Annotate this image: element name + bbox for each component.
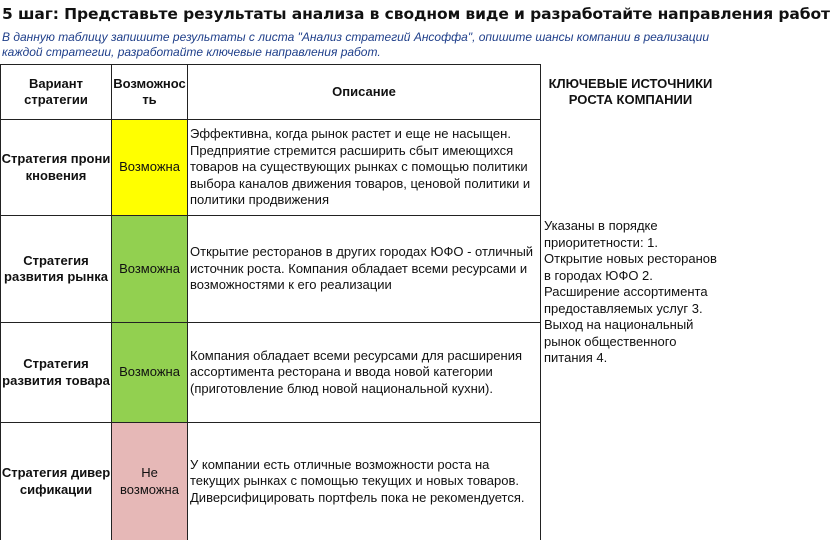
- page-title: 5 шаг: Представьте результаты анализа в сводном виде и разработайте направления работ: [2, 5, 830, 23]
- strategy-name: Стратегия проникновения: [0, 120, 112, 216]
- header-possibility: Возможность: [112, 64, 188, 120]
- possibility-cell: Возможна: [112, 216, 188, 323]
- possibility-cell: Возможна: [112, 323, 188, 423]
- strategy-name: Стратегия развития товара: [0, 323, 112, 423]
- header-variant: Вариант стратегии: [0, 64, 112, 120]
- possibility-cell: Возможна: [112, 120, 188, 216]
- possibility-cell: Не возможна: [112, 423, 188, 540]
- strategy-summary-table: [0, 64, 720, 540]
- growth-sources-text: Указаны в порядке приоритетности: 1. Открытие новых ресторанов в городах ЮФО 2. Расширение ассортимента предоставляемых услуг 3. Выход на национальный рынок общественного питания 4.: [544, 218, 717, 365]
- header-description: Описание: [188, 64, 541, 120]
- strategy-name: Стратегия диверсификации: [0, 423, 112, 540]
- strategy-description: Компания обладает всеми ресурсами для расширения ассортимента ресторана и ввода новой категории (приготовление блюд новой национальной кухни).: [188, 323, 541, 423]
- strategy-description: Открытие ресторанов в других городах ЮФО - отличный источник роста. Компания обладает всеми ресурсами и возможностями к его реализации: [188, 216, 541, 323]
- strategy-name: Стратегия развития рынка: [0, 216, 112, 323]
- header-sources: КЛЮЧЕВЫЕ ИСТОЧНИКИ РОСТА КОМПАНИИ: [548, 75, 713, 107]
- strategy-description: У компании есть отличные возможности роста на текущих рынках с помощью текущих и новых товаров. Диверсифицировать портфель пока не рекомендуется.: [188, 423, 541, 540]
- strategy-description: Эффективна, когда рынок растет и еще не насыщен. Предприятие стремится расширить сбыт имеющихся товаров на существующих рынках с помощью политики выбора каналов движения товаров, ценовой политики и политики продвижения: [188, 120, 541, 216]
- instructions: В данную таблицу запишите результаты с листа "Анализ стратегий Ансоффа", опишите шансы компании в реализации каждой стратегии, разработайте ключевые направления работ.: [2, 30, 709, 59]
